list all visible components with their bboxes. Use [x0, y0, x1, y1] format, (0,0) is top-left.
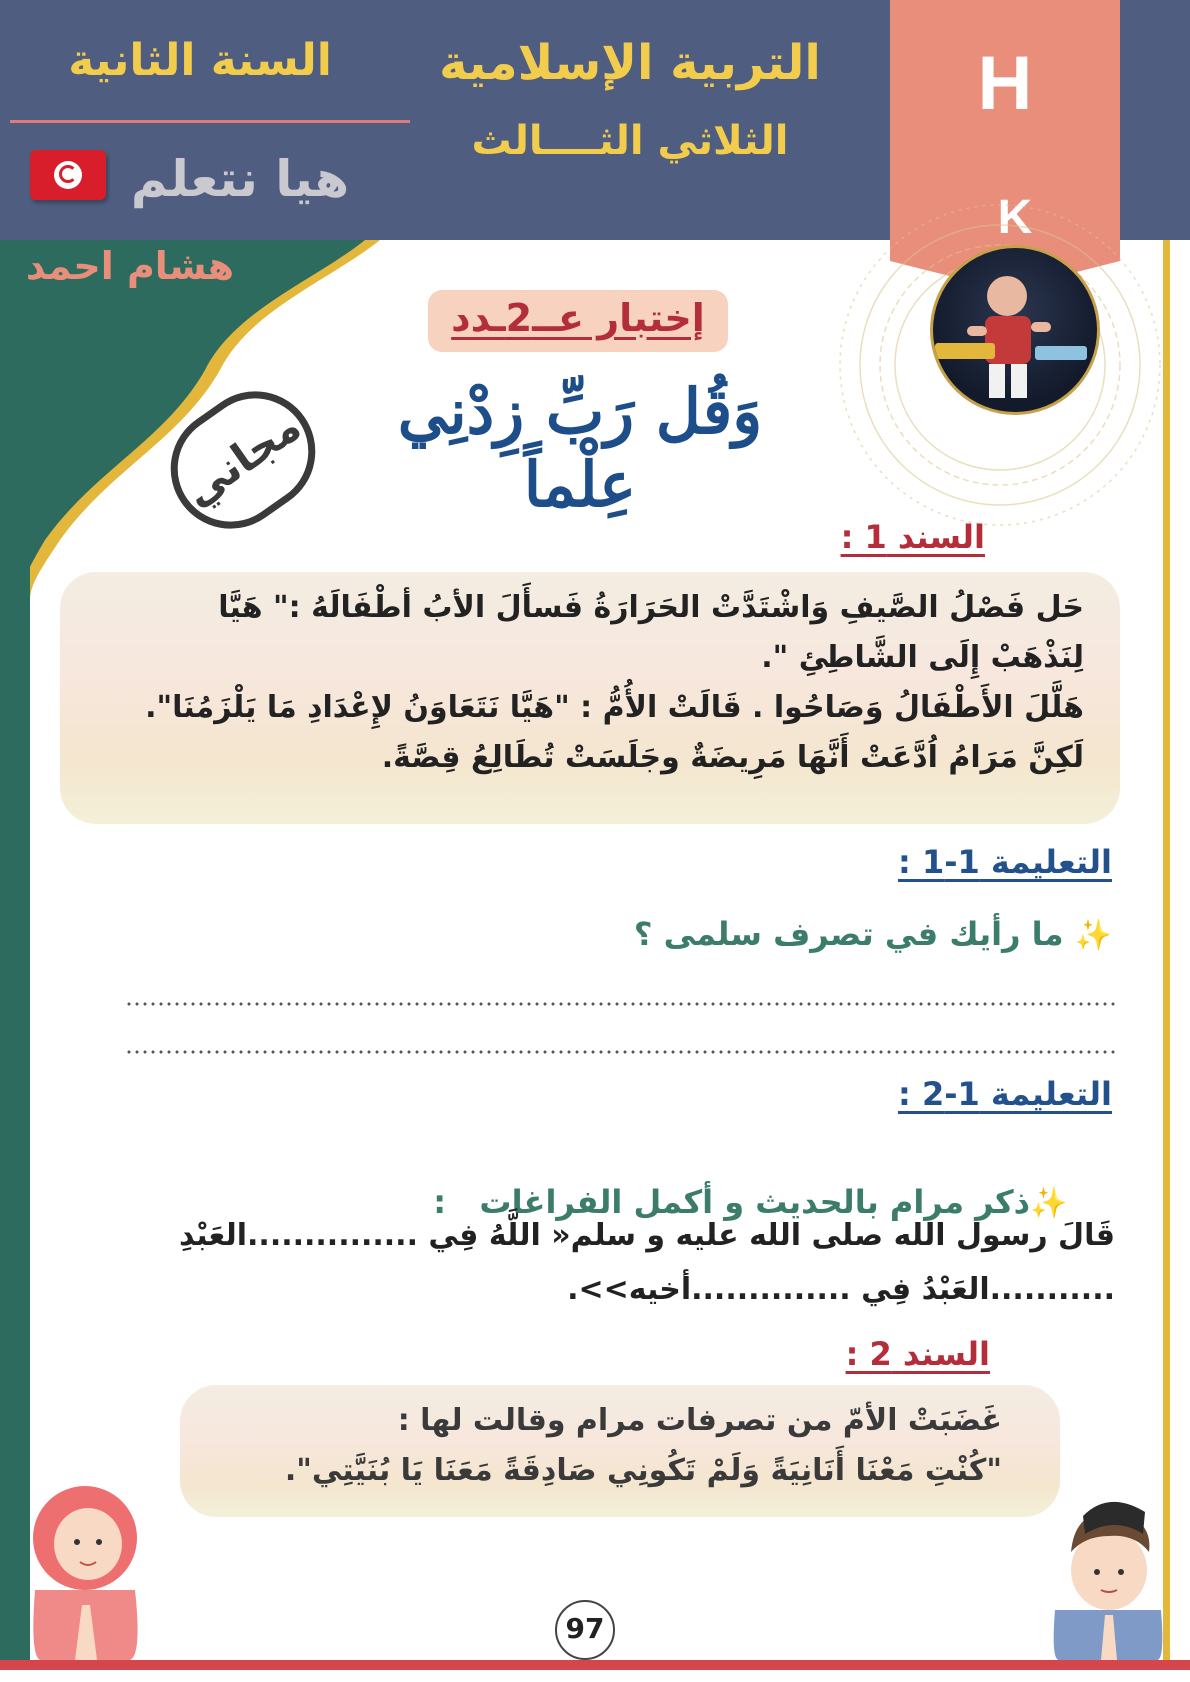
ribbon-letter-h: H	[977, 41, 1033, 126]
sanad2-line: "كُنْتِ مَعْنَا أَنَانِيَةً وَلَمْ تَكُونِي صَادِقَةً مَعَنَا يَا بُنَيَّتِي".	[284, 1453, 1002, 1488]
instruction1-question	[634, 915, 1112, 953]
instruction2-label: التعليمة 1-2 :	[898, 1075, 1112, 1113]
answer-line[interactable]	[125, 1000, 1115, 1008]
answer-line[interactable]	[125, 1048, 1115, 1056]
green-corner-banner	[0, 240, 380, 600]
sanad1-box	[60, 572, 1120, 824]
term-label: الثلاثي الثــــالث	[471, 118, 789, 164]
exam-title: إختبار عــ2ـدد	[451, 296, 705, 340]
sanad1-line: لَكِنَّ مَرَامُ اُدَّعَتْ أَنَّهَا مَرِيضَةٌ وجَلَسَتْ تُطَالِعُ قِصَّةً.	[381, 740, 1084, 775]
sanad2-line: غَضَبَتْ الأمّ من تصرفات مرام وقالت لها :	[397, 1403, 1002, 1438]
tunisia-flag-icon	[30, 150, 106, 200]
brand-label: هيا نتعلم	[130, 150, 350, 208]
logo-avatar-badge	[930, 245, 1100, 415]
sanad2-label: السند 2 :	[845, 1335, 990, 1373]
boy-praying-icon	[1045, 1490, 1170, 1660]
sanad2-box	[180, 1385, 1060, 1517]
author-name: هشام احمد	[25, 244, 235, 288]
sanad1-line: لِنَذْهَبْ إِلَى الشَّاطِئِ ".	[761, 640, 1084, 675]
bottom-border	[0, 1660, 1190, 1670]
hadith-line-1: قَالَ رسول الله صلى الله عليه و سلم« اللَّهُ فِي ...............العَبْدِ	[178, 1218, 1115, 1253]
sanad1-label: السند 1 :	[840, 518, 985, 556]
sparkle-icon: ✨	[1074, 918, 1112, 953]
instruction1-label: التعليمة 1-1 :	[898, 843, 1112, 881]
girl-praying-icon	[20, 1470, 150, 1660]
sanad1-line: هَلَّلَ الأَطْفَالُ وَصَاحُوا . قَالَتْ الأُمُّ : "هَيَّا نَتَعَاوَنُ لإِعْدَادِ مَا يَلْزَمُنَا".	[145, 690, 1084, 725]
instruction1-question-text: ما رأيك في تصرف سلمى ؟	[633, 915, 1064, 953]
page-number: 97	[565, 1612, 605, 1645]
free-stamp-text: مجاني	[174, 401, 310, 517]
calligraphy-verse: وَقُل رَبِّ زِدْنِي عِلْماً	[397, 375, 763, 521]
hadith-line-2: ...........العَبْدُ فِي ..............أخيه>>.	[567, 1272, 1115, 1307]
grade-label: السنة الثانية	[68, 35, 332, 86]
subject-title: التربية الإسلامية	[439, 35, 821, 91]
instruction2-question-text: ذكر مرام بالحديث و أكمل الفراغات :	[433, 1183, 1031, 1221]
ribbon-letter-k: K	[997, 191, 1033, 244]
header-divider	[10, 120, 410, 123]
sanad1-line: حَل فَصْلُ الصَّيفِ وَاشْتَدَّتْ الحَرَارَةُ فَسأَلَ الأبُ أطْفَالَهُ :" هَيَّا	[218, 590, 1084, 625]
child-avatar-icon	[930, 248, 1097, 415]
sparkle-icon: ✨	[1030, 1186, 1068, 1221]
